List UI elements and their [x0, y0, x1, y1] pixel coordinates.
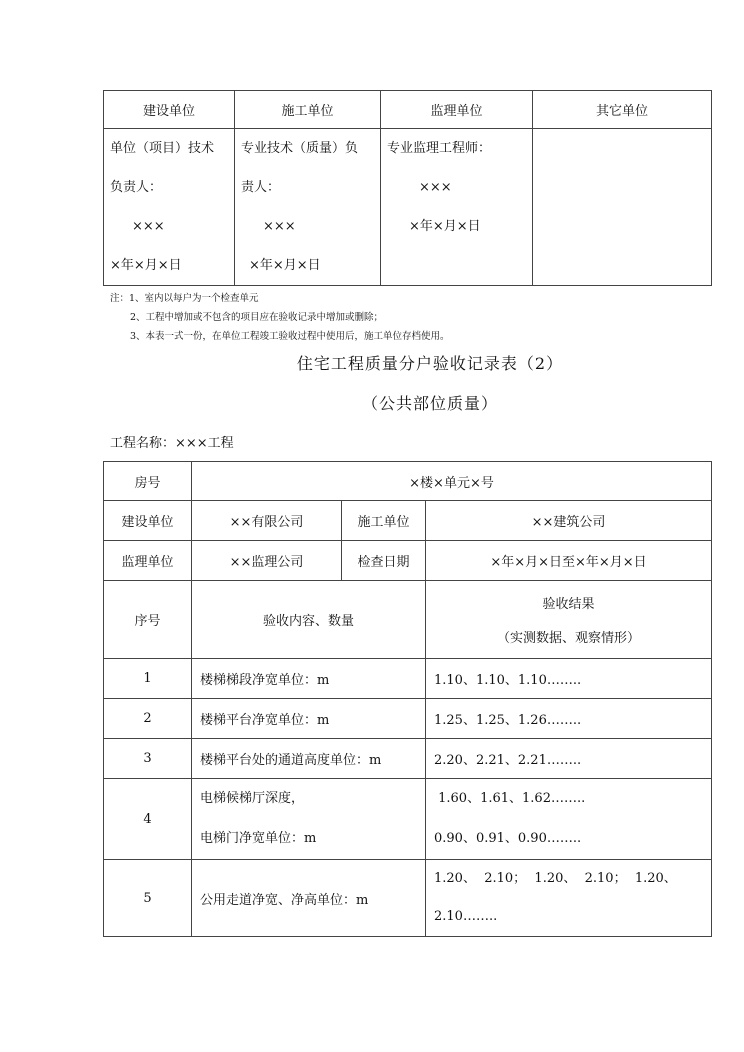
table-row: [104, 739, 712, 779]
text: 专业监理工程师：: [387, 141, 492, 156]
builder-label: 建设单位: [104, 501, 192, 541]
item-no: 1: [104, 659, 192, 699]
header-constructor: 施工单位: [235, 91, 381, 129]
date-value: ×年×月×日至×年×月×日: [426, 541, 712, 581]
item-result: [426, 779, 712, 860]
builder-sign-cell: [104, 129, 235, 286]
text: 负责人：: [110, 180, 163, 195]
constructor-sign-cell: [235, 129, 381, 286]
text: 责人：: [241, 180, 281, 195]
date-label: 检查日期: [342, 541, 426, 581]
page-subtitle: （公共部位质量）: [361, 394, 498, 413]
room-value: ×楼×单元×号: [192, 462, 712, 501]
text: ×××: [419, 180, 452, 195]
item-result: 2.20、2.21、2.21……..: [426, 739, 712, 779]
table-row: [104, 860, 712, 937]
text: 0.90、0.91、0.90……..: [434, 831, 582, 846]
other-sign-cell: [533, 129, 712, 286]
project-name: 工程名称：×××工程: [110, 436, 234, 451]
note-2: 2、工程中增加或不包含的项目应在验收记录中增加或删除；: [130, 312, 384, 323]
constructor-value: ××建筑公司: [426, 501, 712, 541]
item-content: 楼梯梯段净宽单位：m: [192, 659, 426, 699]
header-other: 其它单位: [533, 91, 712, 129]
table-row: [104, 659, 712, 699]
notes: [110, 289, 450, 346]
no-header: 序号: [104, 581, 192, 659]
item-content: 楼梯平台净宽单位：m: [192, 699, 426, 739]
builder-value: ××有限公司: [192, 501, 342, 541]
text: 单位（项目）技术: [110, 141, 215, 156]
header-builder: 建设单位: [104, 91, 235, 129]
text: 电梯门净宽单位：m: [200, 831, 317, 846]
item-result: [426, 860, 712, 937]
result-header: [426, 581, 712, 659]
text: ×年×月×日: [110, 258, 182, 273]
constructor-label: 施工单位: [342, 501, 426, 541]
text: ×××: [132, 219, 165, 234]
note-1: 注：1、室内以每户为一个检查单元: [110, 293, 259, 304]
text: ×年×月×日: [409, 219, 481, 234]
text: 1.60、1.61、1.62……..: [434, 791, 586, 806]
page-title: 住宅工程质量分户验收记录表（2）: [296, 354, 564, 373]
item-no: 2: [104, 699, 192, 739]
text: 电梯候梯厅深度，: [200, 791, 305, 806]
text: 2.10……..: [434, 909, 498, 924]
inspection-table: [103, 461, 712, 937]
text: 1.20、 2.10； 1.20、 2.10； 1.20、: [434, 871, 677, 886]
supervisor-value: ××监理公司: [192, 541, 342, 581]
result-header-text: 验收结果: [542, 597, 595, 612]
content-header: 验收内容、数量: [192, 581, 426, 659]
item-content: [192, 779, 426, 860]
item-content: 楼梯平台处的通道高度单位：m: [192, 739, 426, 779]
room-label: 房号: [104, 462, 192, 501]
supervisor-label: 监理单位: [104, 541, 192, 581]
item-result: 1.10、1.10、1.10……..: [426, 659, 712, 699]
supervisor-sign-cell: [381, 129, 533, 286]
item-result: 1.25、1.25、1.26……..: [426, 699, 712, 739]
result-header-sub: （实测数据、观察情形）: [496, 631, 640, 646]
item-no: 4: [104, 779, 192, 860]
header-supervisor: 监理单位: [381, 91, 533, 129]
table-row: [104, 779, 712, 860]
signature-table: [103, 90, 712, 286]
text: ×年×月×日: [249, 258, 321, 273]
note-3: 3、本表一式一份，在单位工程竣工验收过程中使用后，施工单位存档使用。: [130, 331, 450, 342]
item-no: 5: [104, 860, 192, 937]
text: ×××: [263, 219, 296, 234]
item-no: 3: [104, 739, 192, 779]
text: 专业技术（质量）负: [241, 141, 359, 156]
table-row: [104, 699, 712, 739]
item-content: 公用走道净宽、净高单位：m: [192, 860, 426, 937]
